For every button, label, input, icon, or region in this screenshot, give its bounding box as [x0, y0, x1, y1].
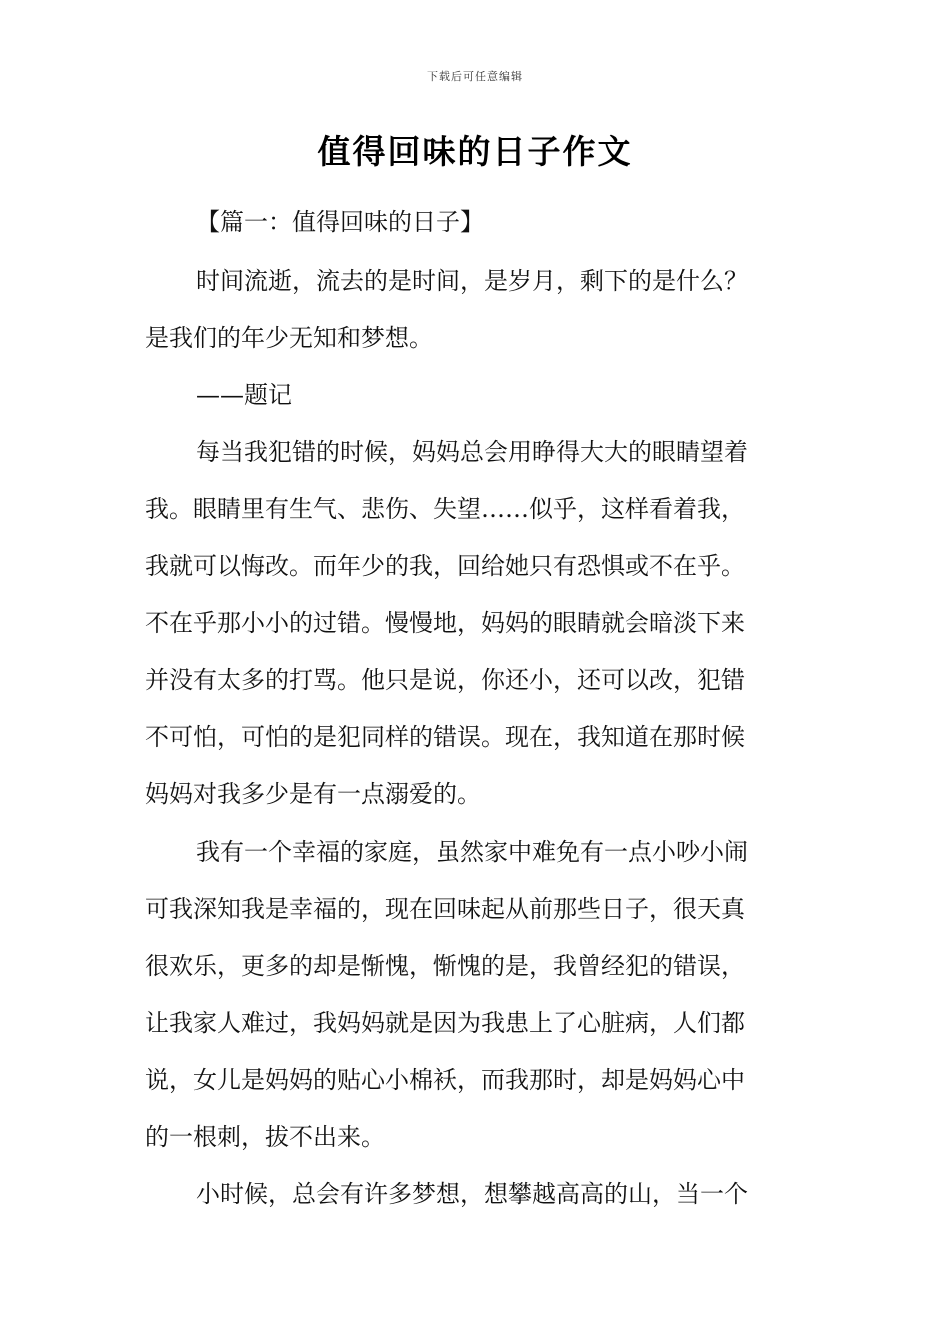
text-line: 说，女儿是妈妈的贴心小棉袄，而我那时，却是妈妈心中	[145, 1066, 745, 1094]
text-line: ——题记	[196, 381, 292, 409]
text-line: 小时候，总会有许多梦想，想攀越高高的山，当一个	[196, 1180, 748, 1208]
text-line: 我就可以悔改。而年少的我，回给她只有恐惧或不在乎。	[145, 552, 745, 580]
text-line: 并没有太多的打骂。他只是说，你还小，还可以改，犯错	[145, 666, 745, 694]
text-line: 时间流逝，流去的是时间，是岁月，剩下的是什么？	[196, 267, 748, 295]
header-note: 下载后可任意编辑	[427, 70, 523, 83]
text-line: 每当我犯错的时候，妈妈总会用睁得大大的眼睛望着	[196, 438, 748, 466]
text-line: 妈妈对我多少是有一点溺爱的。	[145, 780, 481, 808]
document-title: 值得回味的日子作文	[317, 132, 633, 171]
text-line: 让我家人难过，我妈妈就是因为我患上了心脏病，人们都	[145, 1009, 745, 1037]
text-line: 很欢乐，更多的却是惭愧，惭愧的是，我曾经犯的错误，	[145, 952, 745, 980]
text-line: 的一根刺，拔不出来。	[145, 1123, 385, 1151]
text-line: 是我们的年少无知和梦想。	[145, 324, 433, 352]
text-line: 可我深知我是幸福的，现在回味起从前那些日子，很天真	[145, 895, 745, 923]
text-line: 我有一个幸福的家庭，虽然家中难免有一点小吵小闹	[196, 838, 748, 866]
text-line: 我。眼睛里有生气、悲伤、失望……似乎，这样看着我，	[145, 495, 745, 523]
text-line: 不可怕，可怕的是犯同样的错误。现在，我知道在那时候	[145, 723, 745, 751]
text-line: 不在乎那小小的过错。慢慢地，妈妈的眼睛就会暗淡下来	[145, 609, 745, 637]
section-heading: 【篇一：值得回味的日子】	[196, 208, 484, 236]
